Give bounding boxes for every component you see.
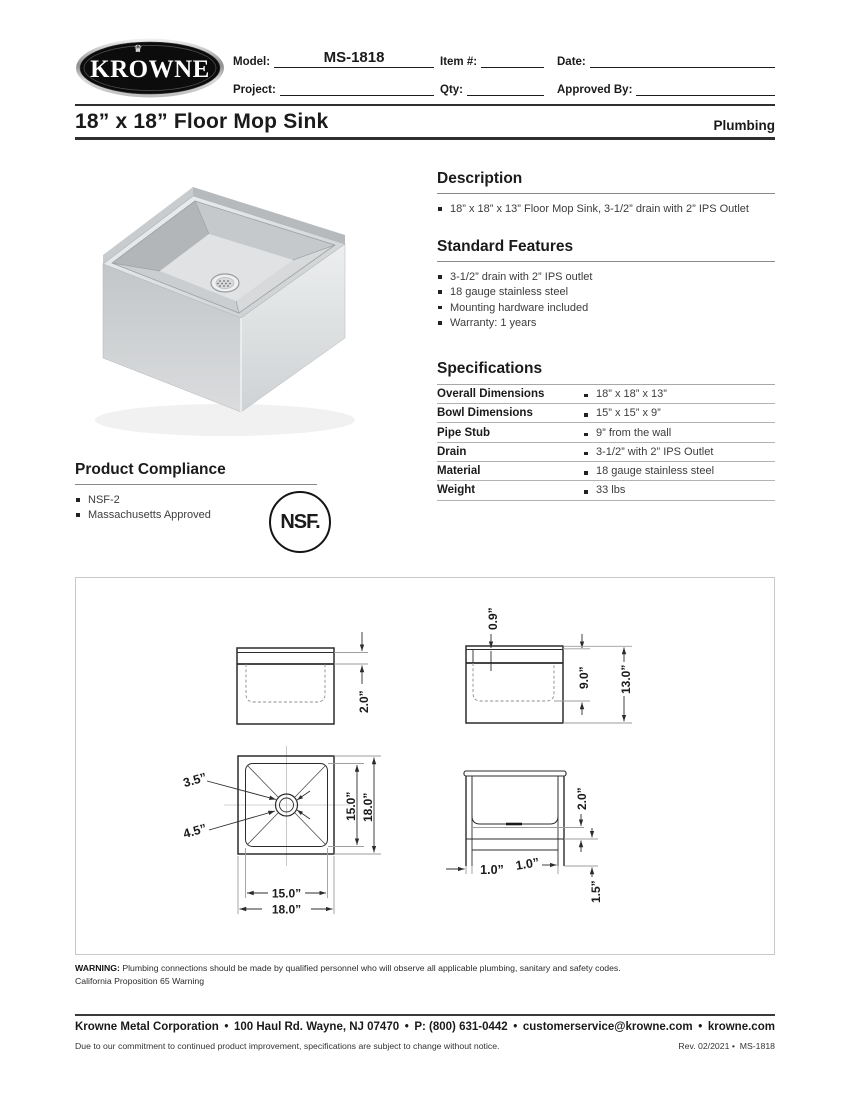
footer-revision: Rev. 02/2021 • MS-1818 <box>678 1041 775 1051</box>
qty-field <box>440 74 544 96</box>
compliance-divider <box>75 484 317 485</box>
feature-item: Mounting hardware included <box>437 301 775 316</box>
approved-field <box>557 74 775 96</box>
bullet-icon <box>438 290 442 294</box>
footer-contact-row <box>75 1021 775 1033</box>
bullet-icon <box>584 452 588 456</box>
date-label: Date: <box>557 56 586 68</box>
specifications-heading: Specifications <box>437 360 543 377</box>
project-field <box>233 74 434 96</box>
dim-base-offset-right: 1.0” <box>514 855 541 873</box>
description-item: 18” x 18” x 13” Floor Mop Sink, 3-1/2” drain with 2” IPS Outlet <box>437 202 775 217</box>
bullet-icon <box>584 413 588 417</box>
table-row: Material 18 gauge stainless steel <box>437 462 775 481</box>
compliance-item: Massachusetts Approved <box>75 508 317 523</box>
model-value: MS-1818 <box>323 49 385 66</box>
warning-text: Plumbing connections should be made by qualified personnel who will observe all applicable plumbing, sanitary and safety codes. <box>122 963 621 973</box>
dim-side-overall-height: 13.0” <box>619 664 633 694</box>
warning-note <box>75 962 735 988</box>
qty-label: Qty: <box>440 84 463 96</box>
table-row: Bowl Dimensions 15” x 15” x 9” <box>437 404 775 423</box>
footer-website: krowne.com <box>707 1021 775 1033</box>
specifications-table <box>437 384 775 501</box>
table-row: Weight 33 lbs <box>437 481 775 500</box>
footer-fineprint-row <box>75 1041 775 1051</box>
bullet-icon <box>438 207 442 211</box>
project-label: Project: <box>233 84 276 96</box>
title-rule <box>75 137 775 140</box>
technical-drawing <box>75 577 775 955</box>
dim-plan-overall-width: 18.0” <box>271 902 302 917</box>
bullet-icon <box>438 321 442 325</box>
spec-value: 9” from the wall <box>583 427 671 439</box>
bullet-icon <box>76 513 80 517</box>
krowne-logo <box>74 37 226 99</box>
nsf-logo <box>269 491 331 553</box>
description-section <box>437 170 775 217</box>
approved-line <box>636 74 775 96</box>
table-row: Pipe Stub 9” from the wall <box>437 423 775 442</box>
spec-value: 18” x 18” x 13” <box>583 388 667 400</box>
footer-disclaimer: Due to our commitment to continued product improvement, specifications are subject to change without notice. <box>75 1041 500 1051</box>
spec-value: 3-1/2” with 2” IPS Outlet <box>583 446 713 458</box>
feature-item: Warranty: 1 years <box>437 316 775 331</box>
project-line <box>280 74 434 96</box>
dim-plan-bowl-length: 15.0” <box>344 791 358 821</box>
bullet-icon <box>584 433 588 437</box>
specifications-section <box>437 360 775 501</box>
compliance-item: NSF-2 <box>75 493 317 508</box>
separator-dot: • <box>404 1021 409 1033</box>
nsf-mark-text: NSF. <box>280 510 320 533</box>
separator-dot: • <box>698 1021 703 1033</box>
standard-features-divider <box>437 261 775 262</box>
logo-text: KROWNE <box>90 56 210 83</box>
feature-item: 18 gauge stainless steel <box>437 285 775 300</box>
category-label: Plumbing <box>713 118 775 133</box>
dim-base-offset-left: 1.0” <box>480 863 504 877</box>
date-field <box>557 46 775 68</box>
standard-features-heading: Standard Features <box>437 238 574 255</box>
model-line <box>274 46 434 68</box>
item-field <box>440 46 544 68</box>
page-title: 18” x 18” Floor Mop Sink <box>75 110 329 133</box>
standard-features-section <box>437 238 775 332</box>
model-label: Model: <box>233 56 271 68</box>
item-label: Item #: <box>440 56 478 68</box>
dim-plan-drain-outer: 4.5” <box>181 821 209 842</box>
dim-plan-bowl-width: 15.0” <box>271 886 302 901</box>
qty-line <box>467 74 544 96</box>
bullet-icon <box>438 275 442 279</box>
description-divider <box>437 193 775 194</box>
product-photo <box>85 150 415 450</box>
dim-side-bowl-depth: 9.0” <box>577 666 591 689</box>
footer-phone: P: (800) 631-0442 <box>414 1021 508 1033</box>
bullet-icon <box>76 498 80 502</box>
footer-company: Krowne Metal Corporation <box>75 1021 219 1033</box>
table-row: Overall Dimensions 18” x 18” x 13” <box>437 385 775 404</box>
description-heading: Description <box>437 170 523 187</box>
model-field <box>233 46 434 68</box>
date-line <box>590 46 775 68</box>
separator-dot: • <box>513 1021 518 1033</box>
item-line <box>481 46 544 68</box>
dim-plan-overall-length: 18.0” <box>361 792 375 822</box>
footer-address: 100 Haul Rd. Wayne, NJ 07470 <box>233 1021 400 1033</box>
bullet-icon <box>584 471 588 475</box>
compliance-heading: Product Compliance <box>75 461 226 478</box>
warning-label: WARNING: <box>75 963 120 973</box>
spec-value: 33 lbs <box>583 484 625 496</box>
dim-front-lip: 2.0” <box>357 690 371 713</box>
warning-line2: California Proposition 65 Warning <box>75 976 205 986</box>
dim-side-lip: 0.9” <box>486 607 500 630</box>
footer-email: customerservice@krowne.com <box>522 1021 693 1033</box>
bullet-icon <box>584 490 588 494</box>
dim-plan-drain-inner: 3.5” <box>181 770 209 791</box>
footer-rule <box>75 1014 775 1016</box>
bullet-icon <box>438 306 442 310</box>
header-rule <box>75 104 775 106</box>
feature-item: 3-1/2” drain with 2” IPS outlet <box>437 270 775 285</box>
bullet-icon <box>584 394 588 398</box>
crown-icon: ♛ <box>133 44 143 55</box>
spec-value: 18 gauge stainless steel <box>583 465 714 477</box>
dim-base-lip: 2.0” <box>575 787 589 810</box>
dim-base-leg-height: 1.5” <box>589 880 603 903</box>
separator-dot: • <box>224 1021 229 1033</box>
table-row: Drain 3-1/2” with 2” IPS Outlet <box>437 443 775 462</box>
spec-value: 15” x 15” x 9” <box>583 407 661 419</box>
approved-label: Approved By: <box>557 84 633 96</box>
